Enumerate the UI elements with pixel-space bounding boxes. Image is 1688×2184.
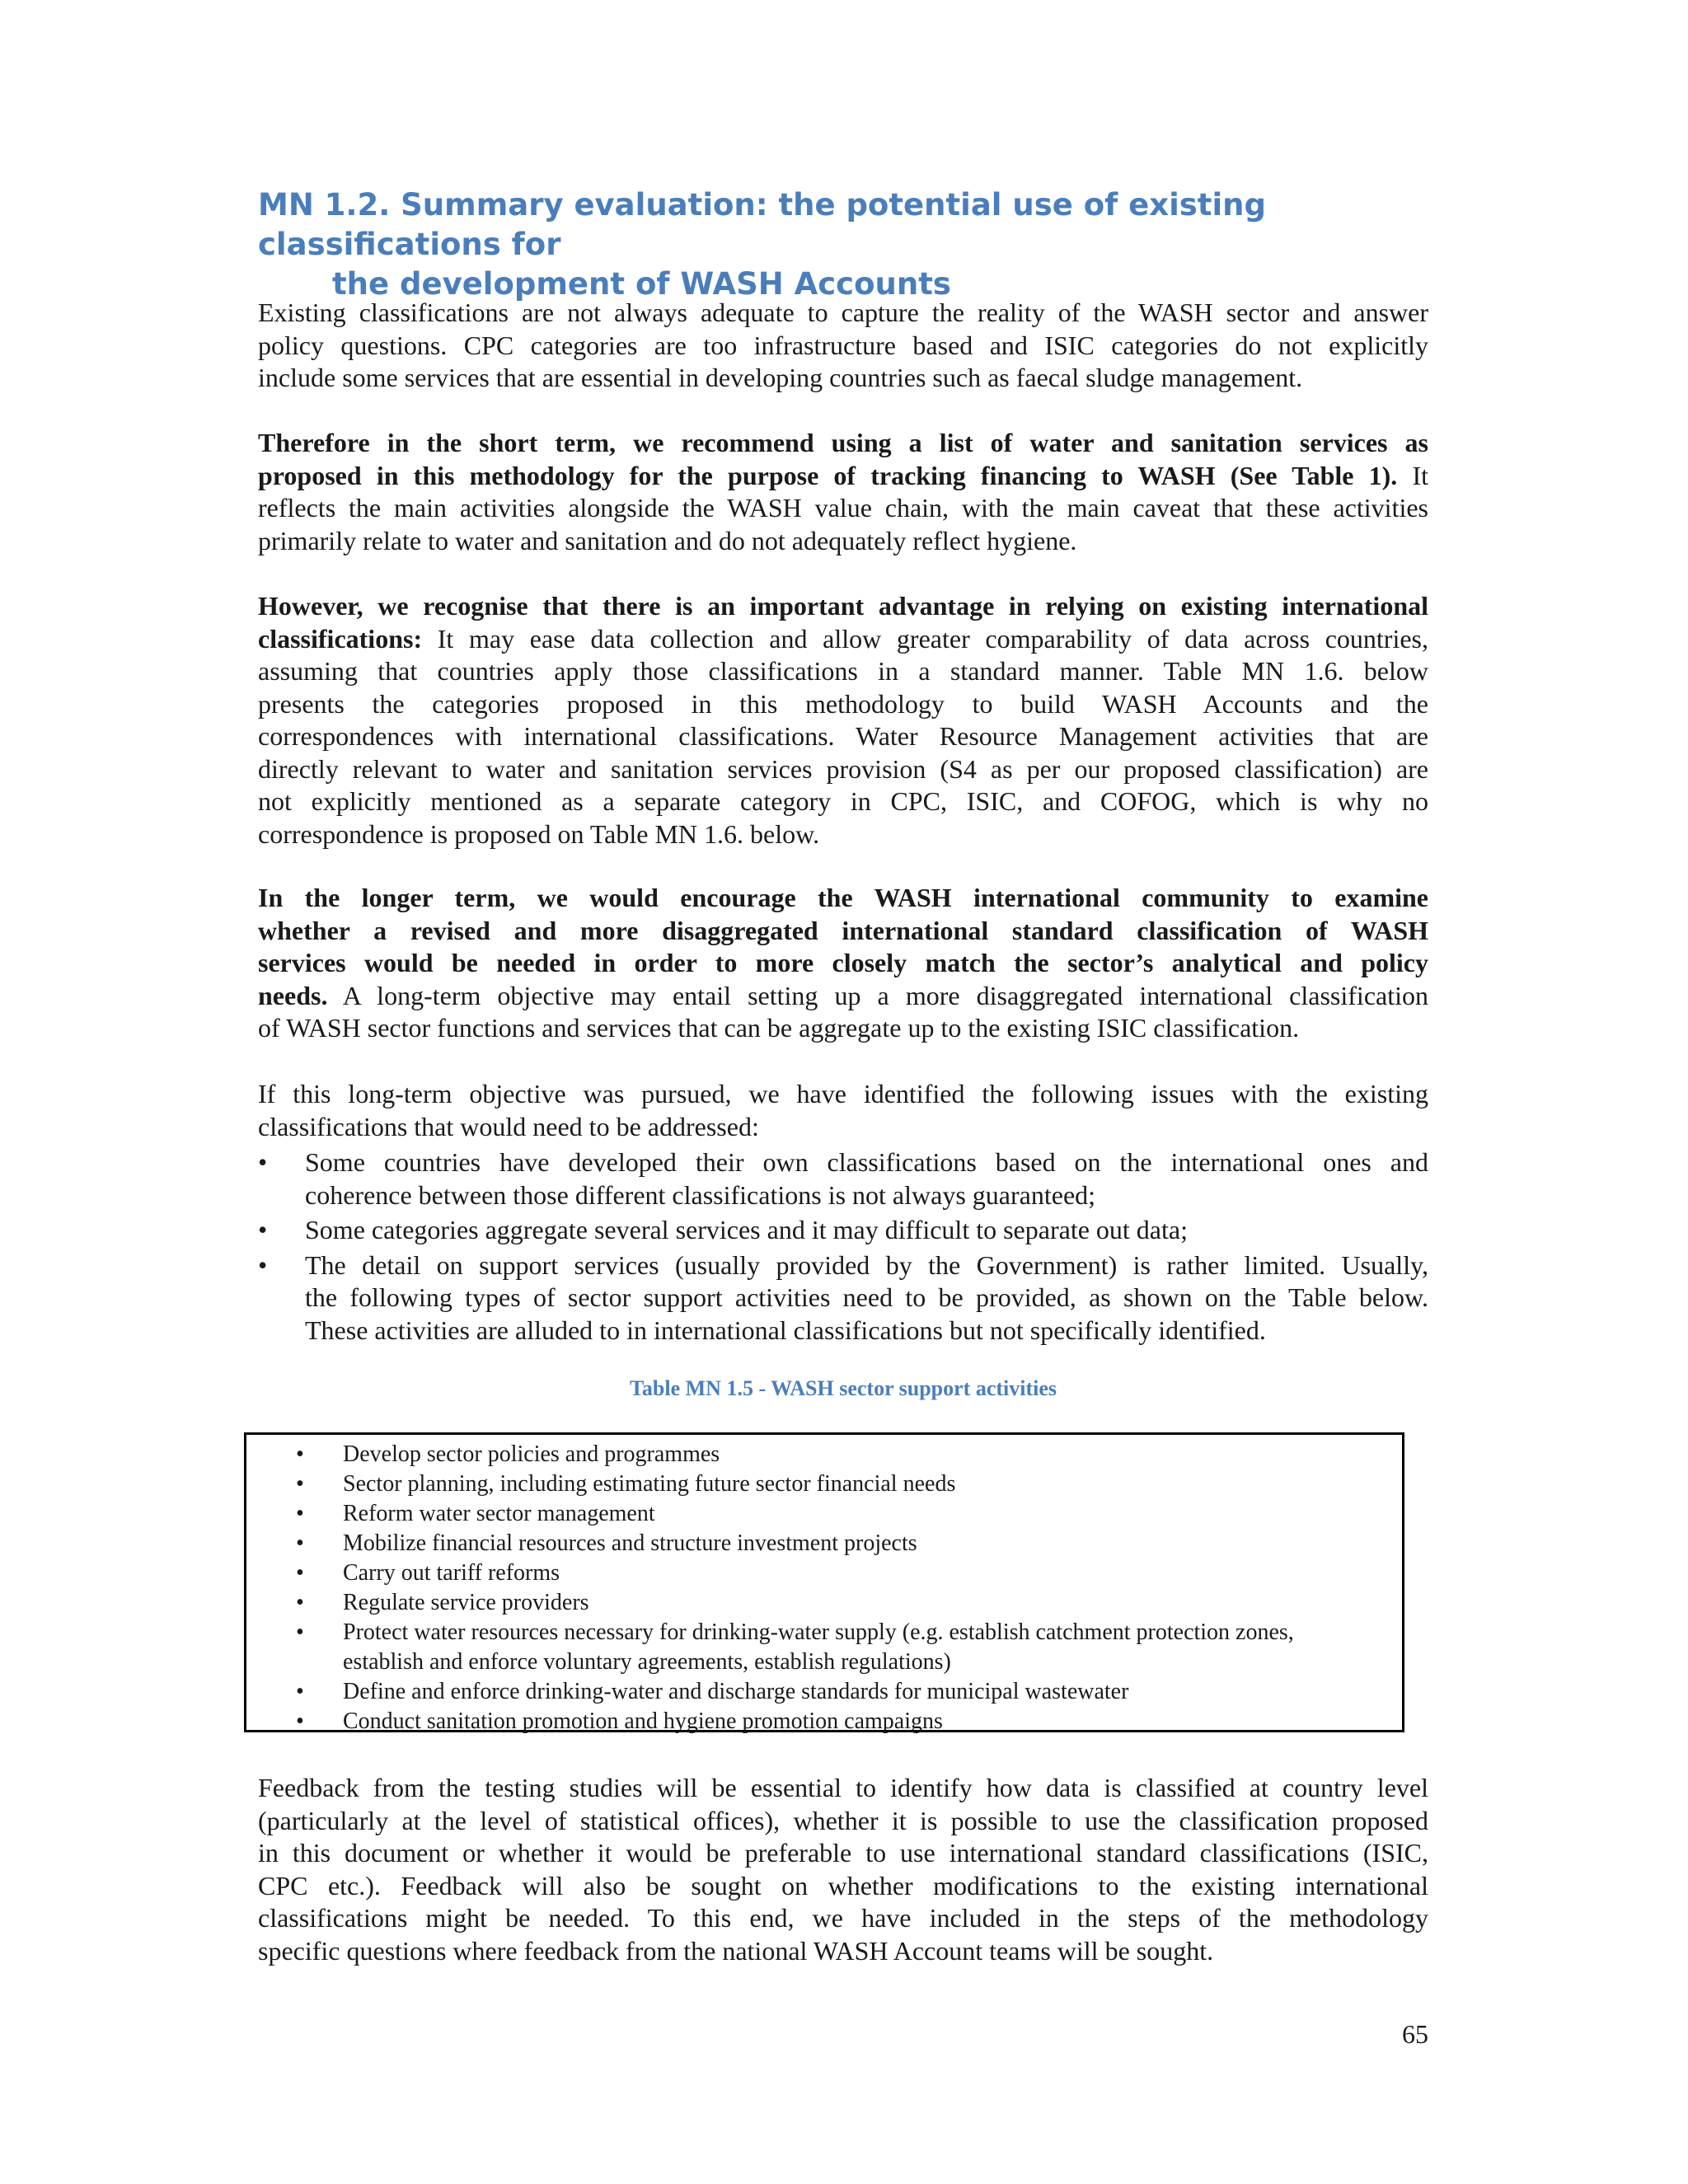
- activity-text: Conduct sanitation promotion and hygiene promotion campaigns: [343, 1708, 943, 1734]
- paragraph-line: directly relevant to water and sanitation services provision (S4 as per our proposed classification) are: [258, 753, 1428, 784]
- paragraph-line: classifications might be needed. To this end, we have included in the steps of the methodology: [258, 1903, 1428, 1933]
- page-number: 65: [1402, 2019, 1428, 2049]
- bold-text: Therefore in the short term, we recommend using a list of water and sanitation services as: [258, 428, 1428, 457]
- paragraph-line: classifications that would need to be addressed:: [258, 1111, 759, 1141]
- activity-text: Develop sector policies and programmes: [343, 1441, 720, 1467]
- bullet-icon: •: [296, 1679, 304, 1704]
- paragraph-line: Feedback from the testing studies will be essential to identify how data is classified at country level: [258, 1773, 1428, 1802]
- activity-text: Mobilize financial resources and structure investment projects: [343, 1530, 917, 1556]
- bold-text: whether a revised and more disaggregated international standard classification of WASH: [258, 915, 1428, 945]
- paragraph-line: CPC etc.). Feedback will also be sought on whether modifications to the existing international: [258, 1870, 1428, 1900]
- bullet-icon: •: [258, 1215, 268, 1244]
- list-item: [296, 1558, 1367, 1588]
- activity-text: Sector planning, including estimating future sector financial needs: [343, 1471, 956, 1497]
- list-item-line: These activities are alluded to in international classifications but not specifically identified.: [305, 1315, 1266, 1345]
- bold-text: services would be needed in order to more closely match the sector’s analytical and policy: [258, 948, 1428, 977]
- paragraph-line: not explicitly mentioned as a separate category in CPC, ISIC, and COFOG, which is why no: [258, 786, 1428, 816]
- activity-text: Carry out tariff reforms: [343, 1560, 560, 1586]
- activity-text: Protect water resources necessary for drinking-water supply (e.g. establish catchment protection zones, establish and enforce voluntary agreements, establish regulations): [343, 1619, 1294, 1675]
- paragraph-line: specific questions where feedback from the national WASH Account teams will be sought.: [258, 1935, 1214, 1966]
- paragraph-text: It may ease data collection and allow greater comparability of data across countries,: [437, 623, 1429, 654]
- bullet-icon: •: [258, 1147, 268, 1177]
- paragraph-line: include some services that are essential in developing countries such as faecal sludge management.: [258, 363, 1303, 392]
- activity-text: Regulate service providers: [343, 1590, 589, 1615]
- list-item: [296, 1499, 1367, 1529]
- bullet-icon: •: [296, 1708, 304, 1734]
- issues-list: [258, 1146, 1428, 1347]
- bold-text: needs.: [258, 980, 328, 1010]
- bold-text: In the longer term, we would encourage the WASH international community to examine: [258, 883, 1428, 912]
- list-item: [258, 1214, 1428, 1247]
- paragraph-line: policy questions. CPC categories are too infrastructure based and ISIC categories do not explicitly: [258, 330, 1428, 360]
- list-item-line: The detail on support services (usually provided by the Government) is rather limited. Usually,: [305, 1249, 1428, 1280]
- paragraph-existing-classifications: [258, 297, 1428, 395]
- list-item: [296, 1707, 1367, 1736]
- bullet-icon: •: [296, 1471, 304, 1497]
- paragraph-line: assuming that countries apply those classifications in a standard manner. Table MN 1.6. below: [258, 656, 1428, 686]
- list-item: [258, 1146, 1428, 1212]
- list-item-line: Some categories aggregate several services and it may difficult to separate out data;: [305, 1215, 1188, 1244]
- activity-text: Reform water sector management: [343, 1501, 655, 1526]
- bullet-icon: •: [296, 1530, 304, 1556]
- list-item: [296, 1529, 1367, 1558]
- table-caption: Table MN 1.5 - WASH sector support activities: [629, 1376, 1057, 1400]
- paragraph-short-term: [258, 427, 1428, 557]
- list-item: [296, 1469, 1367, 1499]
- paragraph-line: presents the categories proposed in this methodology to build WASH Accounts and the: [258, 688, 1428, 719]
- bullet-icon: •: [296, 1560, 304, 1586]
- paragraph-line: primarily relate to water and sanitation and do not adequately reflect hygiene.: [258, 525, 1077, 555]
- section-heading: [258, 185, 1428, 304]
- paragraph-text: A long-term objective may entail setting up a more disaggregated international classification: [342, 980, 1429, 1010]
- list-item: [296, 1588, 1367, 1618]
- list-item: [258, 1249, 1428, 1347]
- list-item: [296, 1618, 1367, 1677]
- paragraph-text: It: [1412, 460, 1429, 490]
- paragraph-line: Existing classifications are not always adequate to capture the reality of the WASH sector and answer: [258, 298, 1428, 327]
- paragraph-line: in this document or whether it would be preferable to use international standard classifications (ISIC,: [258, 1838, 1428, 1868]
- bold-text: proposed in this methodology for the purpose of tracking financing to WASH (See Table 1).: [258, 460, 1398, 490]
- list-item: [296, 1677, 1367, 1707]
- paragraph-line: correspondences with international classifications. Water Resource Management activities that are: [258, 721, 1428, 751]
- list-item-line: the following types of sector support activities need to be provided, as shown on the Table below.: [305, 1282, 1428, 1312]
- bullet-icon: •: [296, 1590, 304, 1615]
- list-item: [296, 1440, 1367, 1469]
- section-heading-line-2: the development of WASH Accounts: [332, 266, 951, 302]
- paragraph-line: (particularly at the level of statistical offices), whether it is possible to use the classification proposed: [258, 1805, 1428, 1835]
- paragraph-feedback: [258, 1772, 1428, 1967]
- activity-text: Define and enforce drinking-water and discharge standards for municipal wastewater: [343, 1679, 1129, 1704]
- paragraph-international-advantage: [258, 590, 1428, 851]
- list-item-line: Some countries have developed their own classifications based on the international ones and: [305, 1147, 1428, 1177]
- paragraph-longer-term: [258, 882, 1428, 1045]
- support-activities-list: [296, 1440, 1367, 1736]
- paragraph-line: correspondence is proposed on Table MN 1.6. below.: [258, 818, 820, 849]
- paragraph-line: of WASH sector functions and services that can be aggregate up to the existing ISIC classification.: [258, 1013, 1300, 1043]
- section-heading-line-1: MN 1.2. Summary evaluation: the potential use of existing classifications for: [258, 187, 1266, 262]
- paragraph-line: reflects the main activities alongside the WASH value chain, with the main caveat that these activities: [258, 493, 1428, 523]
- support-activities-table: [244, 1432, 1404, 1732]
- bullet-icon: •: [296, 1501, 304, 1526]
- bold-text: However, we recognise that there is an important advantage in relying on existing international: [258, 591, 1428, 621]
- list-item-line: coherence between those different classifications is not always guaranteed;: [305, 1179, 1096, 1210]
- paragraph-long-term-objective: [258, 1078, 1428, 1143]
- bullet-icon: •: [296, 1441, 304, 1467]
- bold-text: classifications:: [258, 623, 423, 654]
- bullet-icon: •: [296, 1619, 304, 1645]
- bullet-icon: •: [258, 1249, 268, 1280]
- paragraph-line: If this long-term objective was pursued, we have identified the following issues with the existing: [258, 1079, 1428, 1108]
